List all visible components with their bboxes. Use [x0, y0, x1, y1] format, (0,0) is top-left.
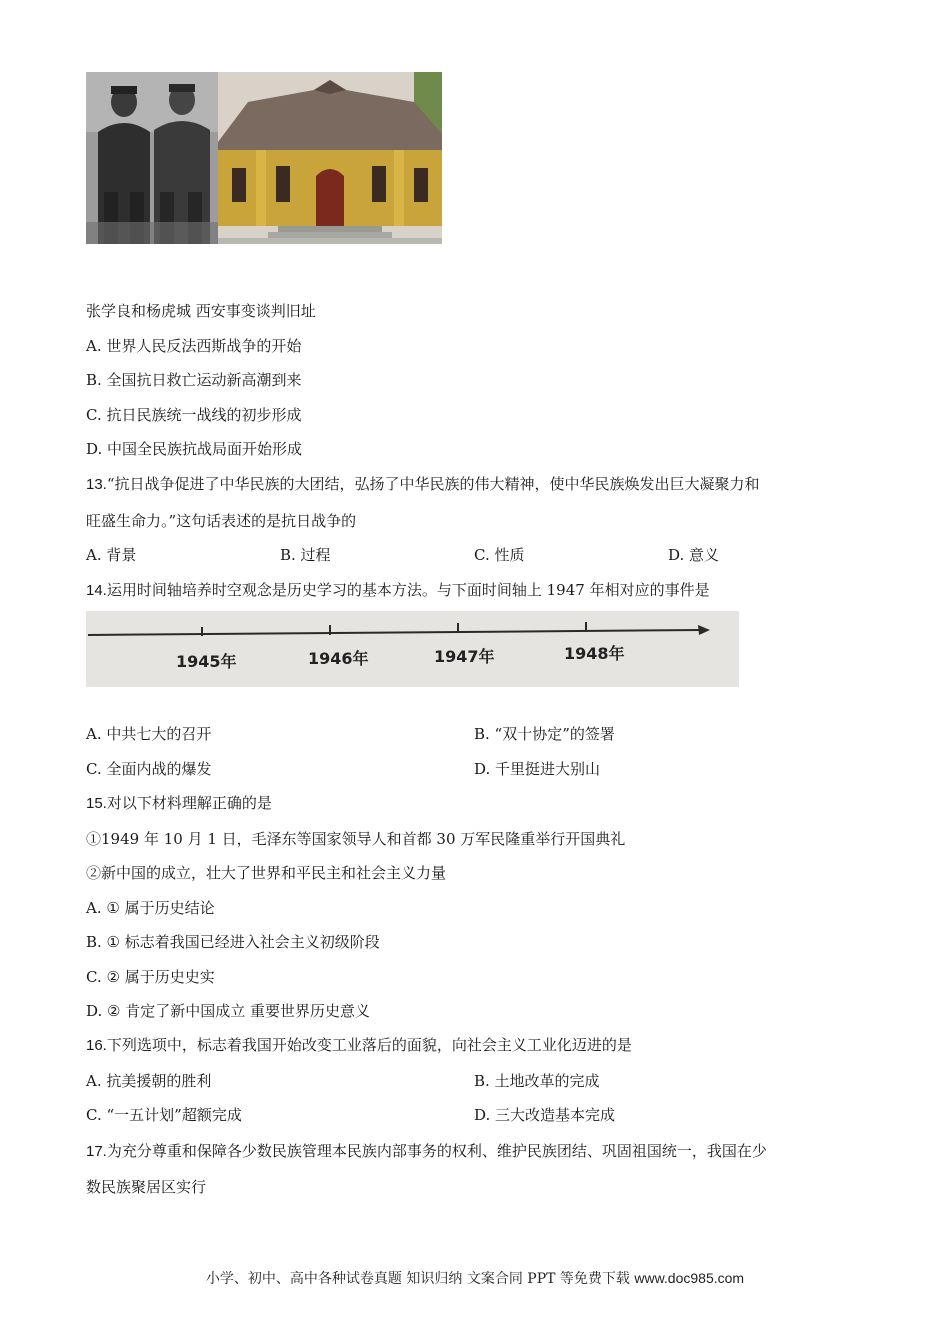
q16-option-b: B. 土地改革的完成 [474, 1072, 600, 1090]
q15-material-2: ②新中国的成立，壮大了世界和平民主和社会主义力量 [86, 864, 447, 882]
page-footer [0, 1268, 950, 1288]
q15-option-c: C. ② 属于历史史实 [86, 968, 215, 986]
q15-material-1: ①1949 年 10 月 1 日，毛泽东等国家领导人和首都 30 万军民隆重举行开国典礼 [86, 830, 626, 848]
footer-text: 小学、初中、高中各种试卷真题 知识归纳 文案合同 PPT 等免费下载 [205, 1271, 635, 1287]
q17-stem-text: 为充分尊重和保障各少数民族管理本民族内部事务的权利、维护民族团结、巩固祖国统一，我国在少 [106, 1142, 767, 1160]
q13-option-b: B. 过程 [280, 546, 331, 564]
q14-option-d: D. 千里挺进大别山 [474, 760, 601, 778]
q16-option-d: D. 三大改造基本完成 [474, 1106, 616, 1124]
q12-option-d: D. 中国全民族抗战局面开始形成 [86, 440, 303, 458]
timeline-label-1946: 1946年 [308, 649, 369, 668]
timeline-figure [86, 611, 739, 687]
q16-stem [86, 1035, 632, 1056]
q17-stem-line2: 数民族聚居区实行 [86, 1178, 207, 1196]
q13-option-d: D. 意义 [668, 546, 720, 564]
q16-stem-text: 下列选项中，标志着我国开始改变工业落后的面貌，向社会主义工业化迈进的是 [106, 1036, 632, 1054]
q14-option-a: A. 中共七大的召开 [86, 725, 212, 743]
q14-number: 14. [86, 582, 107, 599]
q17-stem-line1 [86, 1141, 767, 1162]
q16-number: 16. [86, 1037, 107, 1054]
timeline-label-1947: 1947年 [434, 647, 495, 666]
timeline-axis [88, 630, 702, 635]
q15-option-a: A. ① 属于历史结论 [86, 899, 215, 917]
q12-option-a: A. 世界人民反法西斯战争的开始 [86, 337, 302, 355]
q13-stem-line2: 旺盛生命力。”这句话表述的是抗日战争的 [86, 512, 357, 530]
footer-link[interactable]: www.doc985.com [634, 1270, 745, 1286]
q16-option-c: C. “一五计划”超额完成 [86, 1106, 242, 1124]
q15-option-d: D. ② 肯定了新中国成立 重要世界历史意义 [86, 1002, 371, 1020]
q15-stem [86, 793, 272, 814]
xian-incident-site-photo [218, 72, 442, 244]
q13-option-c: C. 性质 [474, 546, 525, 564]
q14-option-b: B. “双十协定”的签署 [474, 725, 615, 743]
q12-option-b: B. 全国抗日救亡运动新高潮到来 [86, 371, 302, 389]
timeline-arrow-icon [698, 625, 710, 635]
q12-option-c: C. 抗日民族统一战线的初步形成 [86, 406, 302, 424]
q15-stem-text: 对以下材料理解正确的是 [106, 794, 272, 812]
timeline-label-1945: 1945年 [176, 652, 237, 671]
zhang-yang-photo [86, 72, 218, 244]
q17-number: 17. [86, 1143, 107, 1160]
q16-option-a: A. 抗美援朝的胜利 [86, 1072, 212, 1090]
q13-stem-text: “抗日战争促进了中华民族的大团结，弘扬了中华民族的伟大精神，使中华民族焕发出巨大凝聚力和 [106, 475, 760, 493]
q13-number: 13. [86, 476, 107, 493]
q15-number: 15. [86, 795, 107, 812]
q15-option-b: B. ① 标志着我国已经进入社会主义初级阶段 [86, 933, 380, 951]
q13-option-a: A. 背景 [86, 546, 137, 564]
figure-caption: 张学良和杨虎城 西安事变谈判旧址 [86, 302, 316, 320]
q14-option-c: C. 全面内战的爆发 [86, 760, 212, 778]
timeline-label-1948: 1948年 [564, 644, 625, 663]
q14-stem [86, 580, 710, 601]
q13-stem-line1 [86, 474, 760, 495]
q14-stem-text: 运用时间轴培养时空观念是历史学习的基本方法。与下面时间轴上 1947 年相对应的事件是 [106, 581, 710, 599]
